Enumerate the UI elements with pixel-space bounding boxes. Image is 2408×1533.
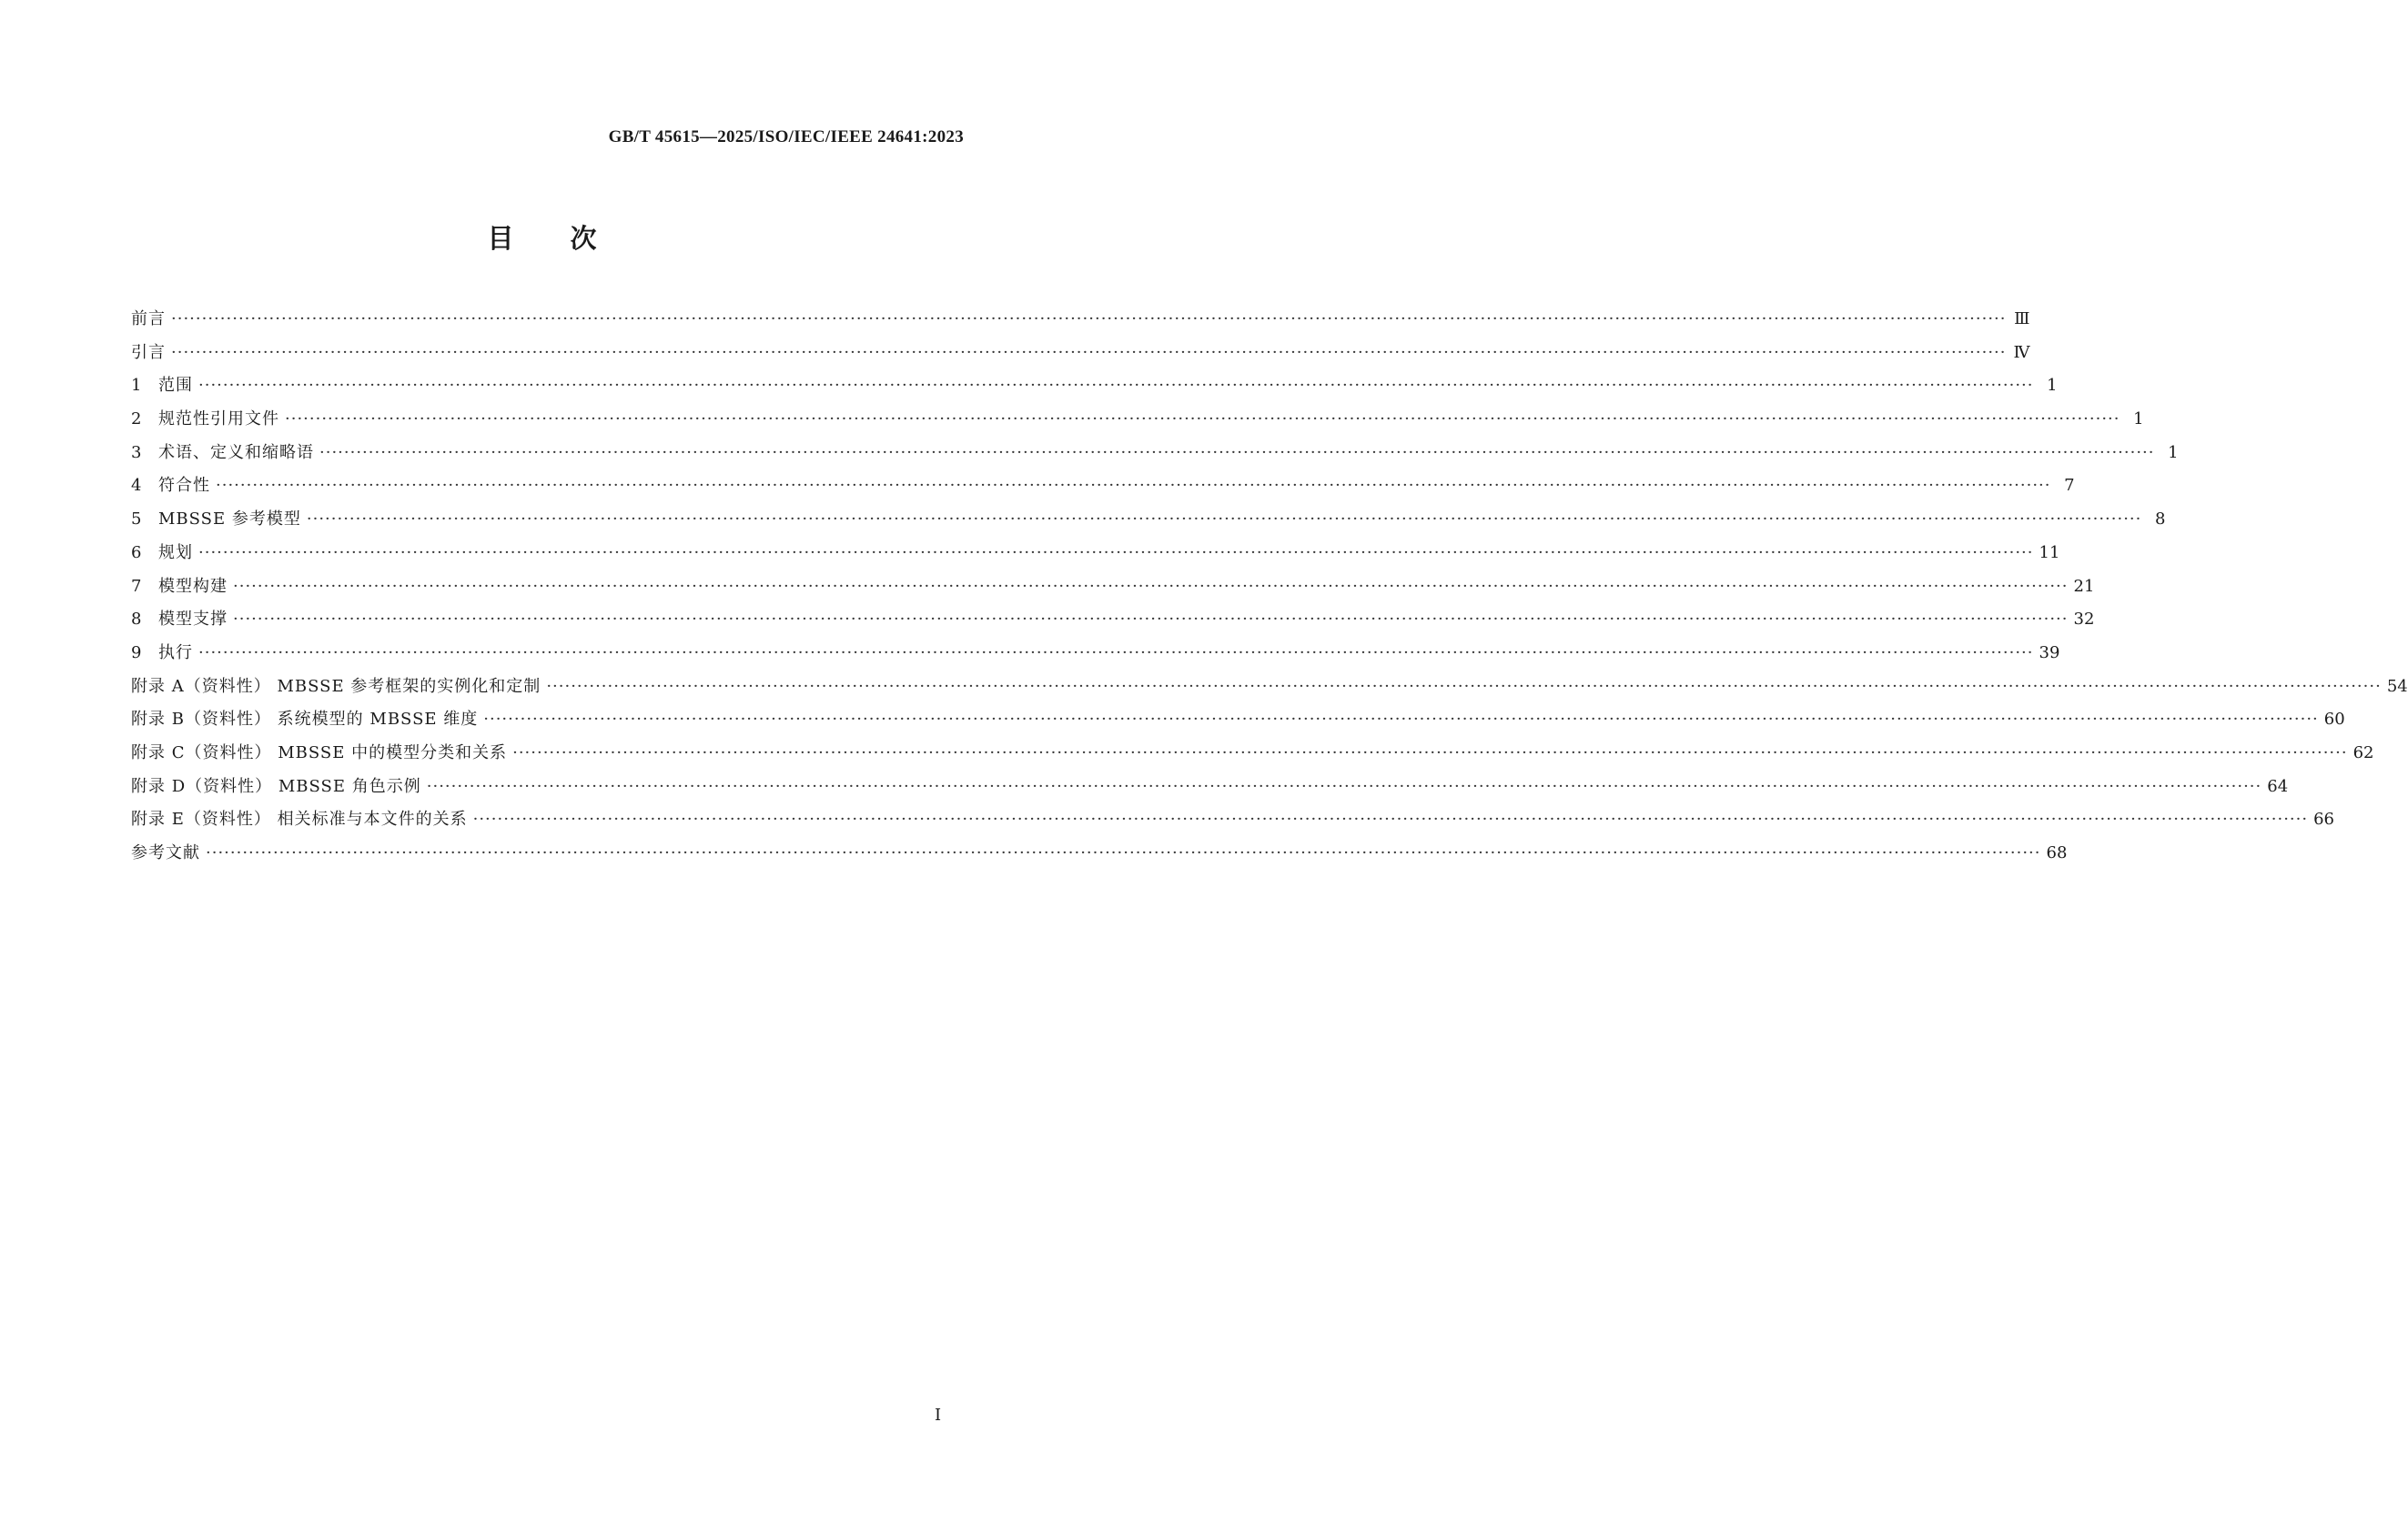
table-of-contents [131,306,2408,873]
toc-entry-title: 附录 D（资料性） MBSSE 角色示例 [131,776,421,796]
toc-entry-page: 1 [2133,409,2144,429]
toc-entry-page: 7 [2064,476,2075,496]
toc-entry-foreword[interactable] [131,306,2030,339]
toc-entry-annex-a[interactable] [131,673,2408,707]
toc-entry-page: 32 [2073,610,2095,630]
toc-leader-dots: ············································································································································································································································································································ [198,642,2034,662]
toc-entry-terms-definitions[interactable] [131,439,2179,473]
toc-leader-dots: ············································································································································································································································································································ [306,509,2142,529]
toc-entry-model-support[interactable] [131,606,2095,640]
toc-leader-dots: ············································································································································································································································································································ [233,576,2069,596]
standard-code: GB/T 45615—2025/ISO/IEC/IEEE 24641:2023 [608,127,964,146]
toc-leader-dots: ············································································································································································································································································································ [171,342,2007,362]
toc-leader-dots: ············································································································································································································································································································ [483,710,2319,730]
page-number: Ⅰ [935,1406,942,1425]
toc-entry-title: MBSSE 参考模型 [158,509,301,529]
toc-entry-title: 附录 E（资料性） 相关标准与本文件的关系 [131,810,468,830]
toc-entry-title: 前言 [131,309,166,328]
toc-entry-title: 附录 C（资料性） MBSSE 中的模型分类和关系 [131,742,508,762]
toc-entry-number: 8 [131,610,142,630]
toc-entry-title: 范围 [158,376,193,396]
toc-entry-title: 符合性 [158,476,210,496]
toc-leader-dots: ············································································································································································································································································································ [472,810,2309,830]
toc-entry-annex-d[interactable] [131,773,2289,807]
toc-entry-conformance[interactable] [131,472,2075,506]
toc-entry-model-building[interactable] [131,573,2095,607]
toc-entry-number: 3 [131,442,142,462]
toc-leader-dots: ············································································································································································································································································································ [546,676,2382,696]
toc-entry-introduction[interactable] [131,339,2030,373]
toc-entry-page: 1 [2168,442,2179,462]
page-title: 目次 [487,223,653,254]
toc-entry-page: 8 [2154,509,2166,529]
toc-leader-dots: ············································································································································································································································································································ [285,409,2120,429]
toc-leader-dots: ············································································································································································································································································································ [512,742,2348,762]
toc-entry-page: 39 [2039,642,2060,662]
toc-leader-dots: ············································································································································································································································································································ [198,376,2034,396]
toc-entry-number: 9 [131,642,142,662]
toc-entry-page: Ⅲ [2014,309,2030,328]
toc-entry-annex-c[interactable] [131,740,2374,773]
toc-entry-number: 4 [131,476,142,496]
toc-entry-number: 5 [131,509,142,529]
toc-entry-number: 1 [131,376,142,396]
toc-entry-scope[interactable] [131,372,2058,406]
toc-entry-number: 6 [131,542,142,562]
toc-entry-page: 21 [2073,576,2095,596]
toc-entry-planning[interactable] [131,540,2060,573]
toc-entry-title: 规范性引用文件 [158,409,279,429]
toc-leader-dots: ············································································································································································································································································································ [319,442,2155,462]
toc-leader-dots: ············································································································································································································································································································ [198,542,2034,562]
toc-entry-title: 规划 [158,542,193,562]
toc-entry-annex-b[interactable] [131,706,2345,740]
toc-entry-title: 附录 A（资料性） MBSSE 参考框架的实例化和定制 [131,676,541,696]
toc-entry-title: 术语、定义和缩略语 [158,442,314,462]
toc-entry-mbsse-reference-model[interactable] [131,506,2166,540]
toc-entry-annex-e[interactable] [131,806,2335,840]
toc-entry-title: 引言 [131,342,166,362]
toc-leader-dots: ············································································································································································································································································································ [216,476,2051,496]
toc-entry-title: 参考文献 [131,843,200,862]
toc-entry-page: 11 [2039,542,2060,562]
toc-leader-dots: ············································································································································································································································································································ [171,309,2007,328]
toc-entry-number: 2 [131,409,142,429]
toc-entry-page: 64 [2267,776,2289,796]
toc-entry-number: 7 [131,576,142,596]
toc-leader-dots: ············································································································································································································································································································ [233,610,2069,630]
toc-leader-dots: ············································································································································································································································································································ [426,776,2262,796]
toc-entry-title: 模型构建 [158,576,228,596]
toc-entry-page: 54 [2386,676,2408,696]
toc-entry-page: 66 [2313,810,2335,830]
toc-entry-page: 60 [2323,710,2345,730]
toc-entry-page: Ⅳ [2013,342,2030,362]
toc-entry-execution[interactable] [131,640,2060,673]
toc-entry-page: 62 [2352,742,2374,762]
toc-entry-page: 1 [2047,376,2058,396]
toc-leader-dots: ············································································································································································································································································································ [206,843,2041,862]
toc-entry-title: 执行 [158,642,193,662]
toc-entry-bibliography[interactable] [131,840,2068,873]
toc-entry-title: 模型支撑 [158,610,228,630]
toc-entry-page: 68 [2046,843,2068,862]
toc-entry-normative-references[interactable] [131,406,2144,439]
toc-entry-title: 附录 B（资料性） 系统模型的 MBSSE 维度 [131,710,479,730]
